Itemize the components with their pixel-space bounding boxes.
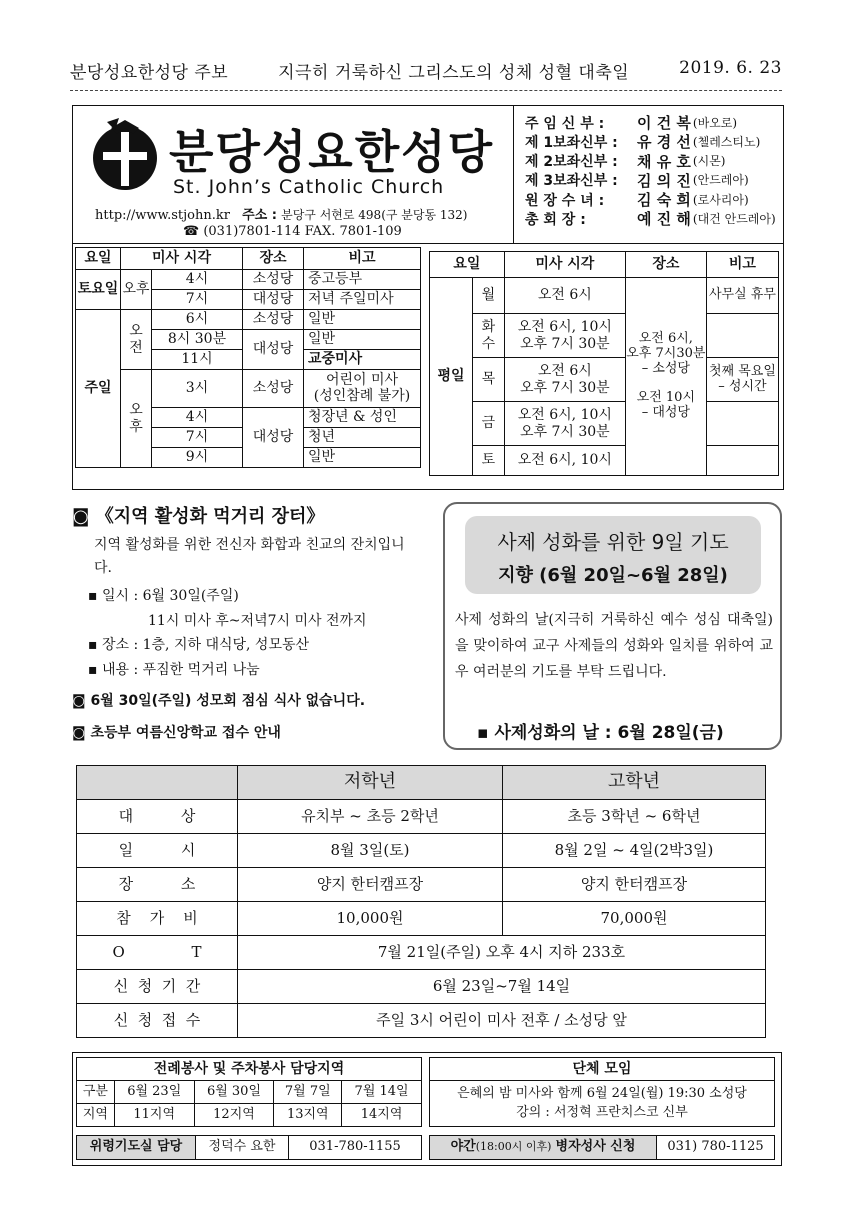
- camp-row: 참 가 비 10,000원 70,000원: [77, 902, 766, 936]
- market-time: 11시 미사 후~저녁7시 미사 전까지: [148, 612, 367, 629]
- service-table: 전례봉사 및 주차봉사 담당지역 구분 6월 23일 6월 30일 7월 7일 7월 14일 지역 11지역 12지역 13지역 14지역: [76, 1057, 422, 1127]
- staff-list: [525, 114, 776, 230]
- website-link[interactable]: http://www.stjohn.kr: [95, 208, 230, 223]
- col-day: 요일: [76, 248, 121, 270]
- weekday-place: 오전 6시, 오후 7시30분 – 소성당 오전 10시 – 대성당: [625, 278, 706, 476]
- memorial-phone: 031-780-1155: [289, 1136, 422, 1160]
- saturday-label: 토요일: [76, 270, 121, 310]
- market-title: 《지역 활성화 먹거리 장터》: [95, 506, 325, 527]
- sick-call: 야간(18:00시 이후) 병자성사 신청 031) 780-1125: [429, 1135, 775, 1160]
- sick-call-phone: 031) 780-1125: [657, 1136, 775, 1160]
- bulletin-date: 2019. 6. 23: [679, 58, 782, 78]
- sunday-label: 주일: [76, 310, 121, 468]
- masthead-box: [72, 105, 784, 490]
- sun-am-label: 오 전: [121, 310, 152, 370]
- sat-pm-label: 오후: [121, 270, 152, 310]
- parish-name: 분당성요한성당 주보: [70, 63, 229, 83]
- market-place: ▪ 장소 : 1층, 지하 대식당, 성모동산: [88, 637, 310, 654]
- church-title-ko: 분당성요한성당: [169, 125, 495, 179]
- prayer-body: 사제 성화의 날(지극히 거룩하신 예수 성심 대축일)을 맞이하여 교구 사제들의 성화와 일치를 위하여 교우 여러분의 기도를 부탁 드립니다.: [455, 612, 773, 680]
- bulletin-header: [70, 58, 782, 83]
- col-time: 미사 시각: [121, 248, 243, 270]
- staff-row: 제 1보좌신부 : 유 경 선 (첼레스티노): [525, 133, 761, 152]
- weekend-mass-table: 요일 미사 시각 장소 비고 토요일 오후 4시 소성당 중고등부 7시 대성당 저녁 주일미사 주일 오 전 6시 소성당 일반 8시 30분 대성당 일반 11시 교중미사 오 후 3시 소성당 어린이 미사 (성인참례 불가) 4시 대성당 청장년 & 성인 7시 청년 9시 일반: [75, 247, 421, 468]
- weekday-label: 평일: [430, 278, 473, 476]
- service-title: 전례봉사 및 주차봉사 담당지역: [77, 1058, 422, 1081]
- prayer-period: 지향 (6월 20일~6월 28일): [498, 565, 728, 586]
- address-label: 주소 :: [242, 208, 277, 223]
- church-title-en: St. John’s Catholic Church: [173, 176, 445, 198]
- staff-divider: [513, 106, 514, 243]
- camp-row: 신 청 접 수 주일 3시 어린이 미사 전후 / 소성당 앞: [77, 1004, 766, 1038]
- feast-name: 지극히 거룩하신 그리스도의 성체 성혈 대축일: [278, 63, 630, 83]
- church-logo-icon: [89, 118, 161, 194]
- notice-icon: ◙: [72, 725, 86, 742]
- camp-row: 장 소 양지 한터캠프장 양지 한터캠프장: [77, 868, 766, 902]
- notice-camp: 초등부 여름신앙학교 접수 안내: [90, 725, 281, 742]
- address: 분당구 서현로 498(구 분당동 132): [281, 208, 468, 222]
- col-upper-grade: 고학년: [503, 766, 766, 800]
- col-lower-grade: 저학년: [238, 766, 503, 800]
- prayer-box: [443, 502, 782, 750]
- phone-fax: ☎ (031)7801-114 FAX. 7801-109: [183, 224, 402, 239]
- staff-row: 원 장 수 녀 : 김 숙 희 (로사리아): [525, 191, 749, 209]
- notice-lunch: 6월 30일(주일) 성모회 점심 식사 없습니다.: [90, 693, 366, 710]
- prayer-title-box: [465, 516, 761, 594]
- camp-row: 신 청 기 간 6월 23일~7월 14일: [77, 970, 766, 1004]
- prayer-title: 사제 성화를 위한 9일 기도: [497, 530, 729, 554]
- schedule-divider: [73, 243, 783, 244]
- group-lecture: 강의 : 서정혁 프란치스코 신부: [516, 1104, 688, 1120]
- col-note: 비고: [304, 248, 421, 270]
- group-event: 은혜의 밤 미사와 함께 6월 24일(월) 19:30 소성당: [457, 1086, 747, 1102]
- staff-row: 제 2보좌신부 : 채 유 호 (시몬): [525, 152, 726, 171]
- memorial-contact: 위령기도실 담당 정덕수 요한 031-780-1155: [76, 1135, 422, 1160]
- col-place: 장소: [243, 248, 304, 270]
- weekday-mass-table: 요일 미사 시각 장소 비고 평일 월 오전 6시 오전 6시, 오후 7시30분 – 소성당 오전 10시 – 대성당 사무실 휴무 화 수 오전 6시, 10시 오후 7시 30분 목 오전 6시 오후 7시 30분 첫째 목요일 – 성시간 금 오전 6시, 10시 오후 7시 30분 토 오전 6시, 10시: [429, 251, 779, 476]
- sun-pm-label: 오 후: [121, 370, 152, 468]
- group-title: 단체 모임: [430, 1058, 775, 1081]
- market-desc: 지역 활성화를 위한 전신자 화합과 친교의 잔치입니다.: [94, 537, 405, 577]
- notice-icon: ◙: [72, 506, 90, 527]
- contact-line: [95, 204, 467, 223]
- camp-row: 대 상 유치부 ~ 초등 2학년 초등 3학년 ~ 6학년: [77, 800, 766, 834]
- market-section: [72, 502, 432, 742]
- staff-row: 제 3보좌신부 : 김 의 진 (안드레아): [525, 171, 749, 190]
- header-divider: [70, 90, 782, 91]
- summer-camp-table: [76, 765, 766, 1038]
- staff-row: 주 임 신 부 : 이 건 복 (바오로): [525, 114, 738, 132]
- market-date: ▪ 일시 : 6월 30일(주일): [88, 588, 239, 605]
- bottom-box: [72, 1052, 782, 1166]
- priest-day: ▪ 사제성화의 날 : 6월 28일(금): [477, 723, 724, 743]
- camp-row: 일 시 8월 3일(토) 8월 2일 ~ 4일(2박3일): [77, 834, 766, 868]
- group-table: [429, 1057, 775, 1127]
- market-content: ▪ 내용 : 푸짐한 먹거리 나눔: [88, 661, 260, 678]
- camp-row: O T 7월 21일(주일) 오후 4시 지하 233호: [77, 936, 766, 970]
- staff-row: 총 회 장 : 예 진 해 (대건 안드레아): [525, 210, 776, 229]
- notice-icon: ◙: [72, 693, 86, 710]
